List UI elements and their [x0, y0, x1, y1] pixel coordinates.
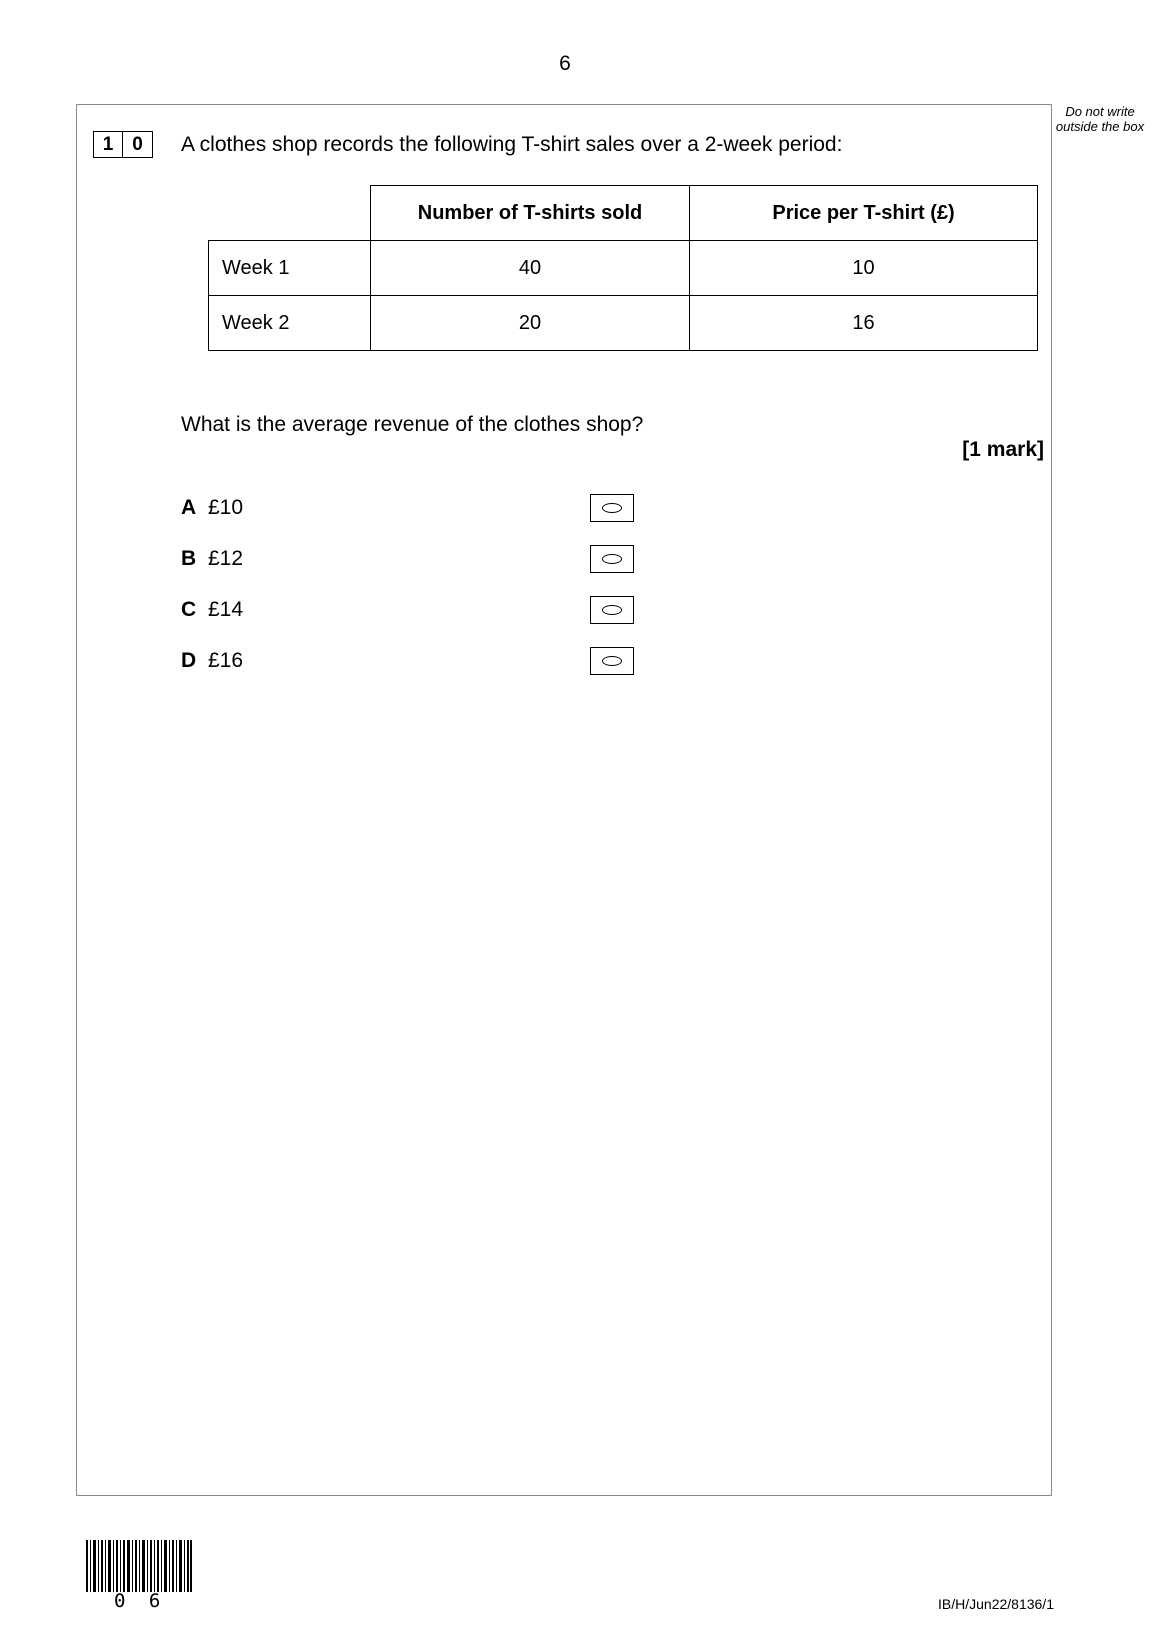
option-text: £14 [208, 598, 244, 621]
option-c-lozenge[interactable] [590, 596, 634, 624]
option-b-lozenge[interactable] [590, 545, 634, 573]
table-header-quantity: Number of T-shirts sold [371, 186, 690, 241]
table-cell-quantity: 40 [371, 241, 690, 296]
question-number-digit: 1 [93, 131, 123, 158]
table-cell-quantity: 20 [371, 296, 690, 351]
option-d-lozenge[interactable] [590, 647, 634, 675]
lozenge-oval [602, 605, 622, 615]
option-d [181, 649, 243, 673]
barcode [86, 1540, 192, 1592]
option-letter: A [181, 496, 197, 519]
lozenge-oval [602, 503, 622, 513]
table-row [209, 296, 1038, 351]
sales-table [208, 185, 1038, 351]
option-text: £12 [208, 547, 244, 570]
margin-note: Do not write outside the box [1055, 104, 1145, 134]
table-cell-price: 10 [690, 241, 1038, 296]
lozenge-oval [602, 554, 622, 564]
option-letter: D [181, 649, 197, 672]
question-number-digit: 0 [123, 131, 153, 158]
table-row [209, 241, 1038, 296]
option-text: £16 [208, 649, 244, 672]
page-number: 6 [559, 52, 571, 75]
table-header-row [209, 186, 1038, 241]
table-header-blank [209, 186, 371, 241]
question-prompt: What is the average revenue of the clothes shop? [181, 413, 644, 436]
table-header-price: Price per T-shirt (£) [690, 186, 1038, 241]
document-reference: IB/H/Jun22/8136/1 [938, 1596, 1054, 1612]
table-cell-week: Week 1 [209, 241, 371, 296]
barcode-digits: 0 6 [114, 1590, 167, 1612]
option-letter: C [181, 598, 197, 621]
question-number [93, 131, 153, 158]
option-c [181, 598, 243, 622]
lozenge-oval [602, 656, 622, 666]
question-stem: A clothes shop records the following T-shirt sales over a 2-week period: [181, 133, 843, 156]
option-a [181, 496, 243, 520]
option-text: £10 [208, 496, 244, 519]
option-a-lozenge[interactable] [590, 494, 634, 522]
option-letter: B [181, 547, 197, 570]
option-b [181, 547, 243, 571]
marks-label: [1 mark] [962, 438, 1044, 461]
table-cell-week: Week 2 [209, 296, 371, 351]
table-cell-price: 16 [690, 296, 1038, 351]
